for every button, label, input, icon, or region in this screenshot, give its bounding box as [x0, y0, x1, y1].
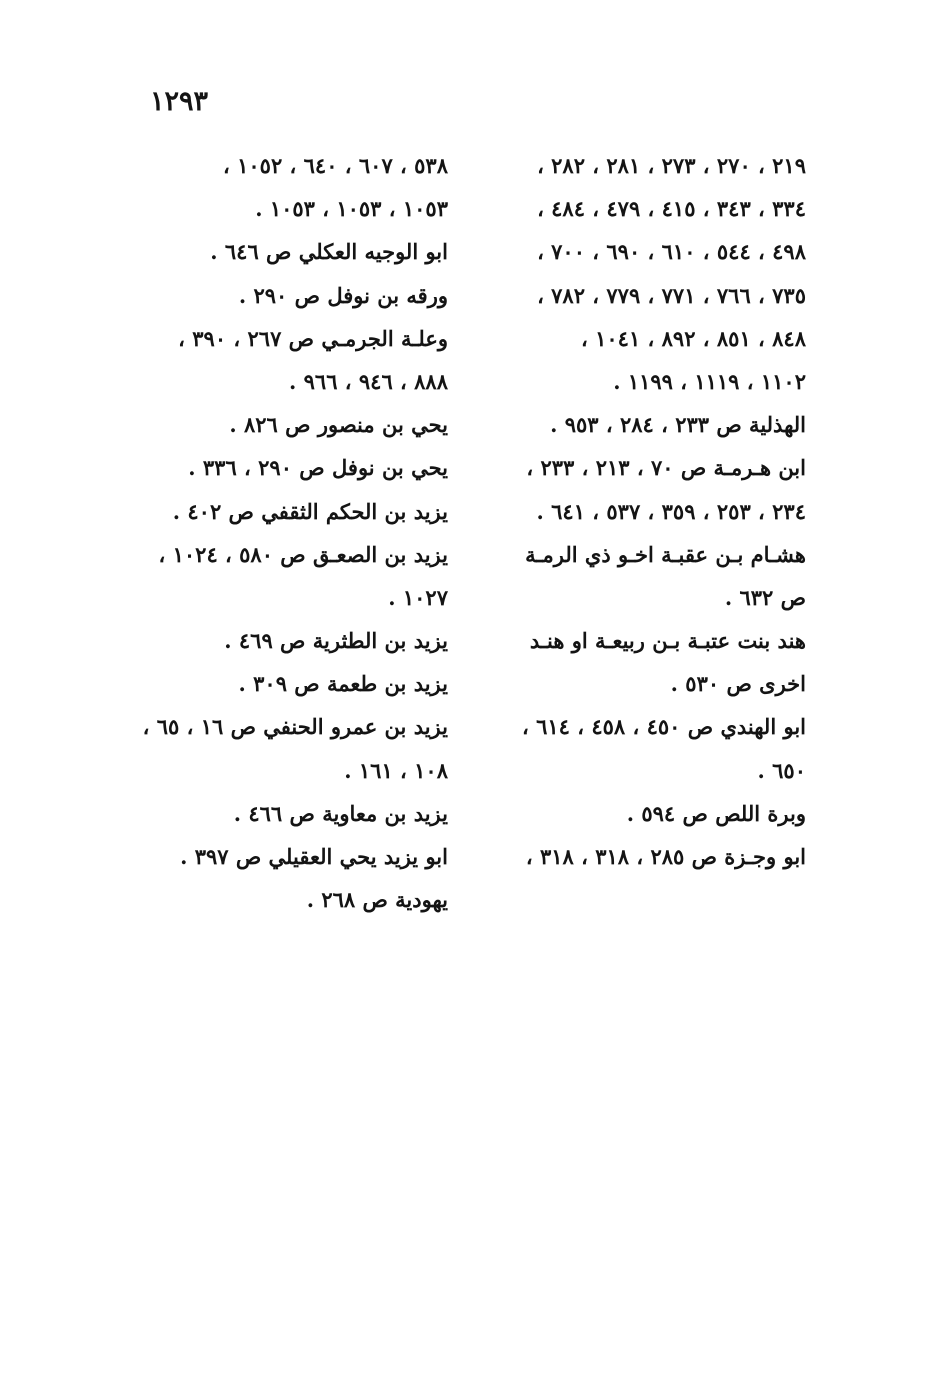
index-line: ابو الوجيه العكلي ص ٦٤٦ .	[210, 239, 448, 265]
index-line: ٦٥٠ .	[757, 757, 806, 783]
index-line: ابو وجـزة ص ٢٨٥ ، ٣١٨ ، ٣١٨ ،	[525, 844, 806, 869]
index-line: اخرى ص ٥٣٠ .	[670, 671, 806, 697]
index-line: يهودية ص ٢٦٨ .	[306, 887, 448, 913]
index-line: هشـام بـن عقبـة اخـو ذي الرمـة	[525, 541, 806, 567]
index-line: يحي بن منصور ص ٨٢٦ .	[229, 412, 448, 438]
index-line: ٧٣٥ ، ٧٦٦ ، ٧٧١ ، ٧٧٩ ، ٧٨٢ ،	[537, 282, 806, 308]
index-column-right	[476, 144, 806, 878]
index-line: الهذلية ص ٢٣٣ ، ٢٨٤ ، ٩٥٣ .	[550, 412, 806, 438]
index-line: ص ٦٣٢ .	[724, 584, 806, 610]
index-line: يزيد بن الطثرية ص ٤٦٩ .	[224, 628, 448, 654]
index-line: يحي بن نوفل ص ٢٩٠ ، ٣٣٦ .	[188, 455, 448, 481]
index-line: ٥٣٨ ، ٦٠٧ ، ٦٤٠ ، ١٠٥٢ ،	[223, 153, 448, 178]
page-number: ١٢٩٣	[150, 86, 209, 117]
index-line: ١١٠٢ ، ١١١٩ ، ١١٩٩ .	[613, 368, 806, 394]
index-line: يزيد بن طعمة ص ٣٠٩ .	[238, 671, 448, 697]
index-line: ٤٩٨ ، ٥٤٤ ، ٦١٠ ، ٦٩٠ ، ٧٠٠ ،	[537, 239, 806, 265]
index-line: ٣٣٤ ، ٣٤٣ ، ٤١٥ ، ٤٧٩ ، ٤٨٤ ،	[537, 196, 806, 222]
index-line: ابن هـرمـة ص ٧٠ ، ٢١٣ ، ٢٣٣ ،	[526, 455, 806, 481]
index-line: يزيد بن الصعـق ص ٥٨٠ ، ١٠٢٤ ،	[158, 541, 448, 567]
index-line: ١٠٢٧ .	[388, 584, 448, 610]
index-line: وبرة اللص ص ٥٩٤ .	[626, 800, 806, 826]
index-line: يزيد بن عمرو الحنفي ص ١٦ ، ٦٥ ،	[142, 714, 448, 740]
index-line: ورقه بن نوفل ص ٢٩٠ .	[238, 282, 448, 308]
index-line: ابو الهندي ص ٤٥٠ ، ٤٥٨ ، ٦١٤ ،	[522, 714, 806, 740]
index-line: ٢٣٤ ، ٢٥٣ ، ٣٥٩ ، ٥٣٧ ، ٦٤١ .	[536, 498, 806, 524]
index-line: هند بنت عتبـة بـن ربيعـة او هنـد	[529, 628, 806, 654]
index-line: ١٠٨ ، ١٦١ .	[344, 757, 448, 783]
index-line: ٨٤٨ ، ٨٥١ ، ٨٩٢ ، ١٠٤١ ،	[581, 325, 806, 351]
index-line: وعلـة الجرمـي ص ٢٦٧ ، ٣٩٠ ،	[178, 325, 448, 351]
index-line: ٨٨٨ ، ٩٤٦ ، ٩٦٦ .	[289, 368, 448, 394]
index-line: يزيد بن معاوية ص ٤٦٦ .	[233, 800, 448, 826]
index-line: يزيد بن الحكم الثقفي ص ٤٠٢ .	[172, 498, 448, 524]
index-line: ١٠٥٣ ، ١٠٥٣ ، ١٠٥٣ .	[255, 196, 448, 222]
index-column-left	[113, 144, 448, 921]
index-line: ابو يزيد يحي العقيلي ص ٣٩٧ .	[180, 844, 448, 869]
index-line: ٢١٩ ، ٢٧٠ ، ٢٧٣ ، ٢٨١ ، ٢٨٢ ،	[537, 153, 806, 178]
